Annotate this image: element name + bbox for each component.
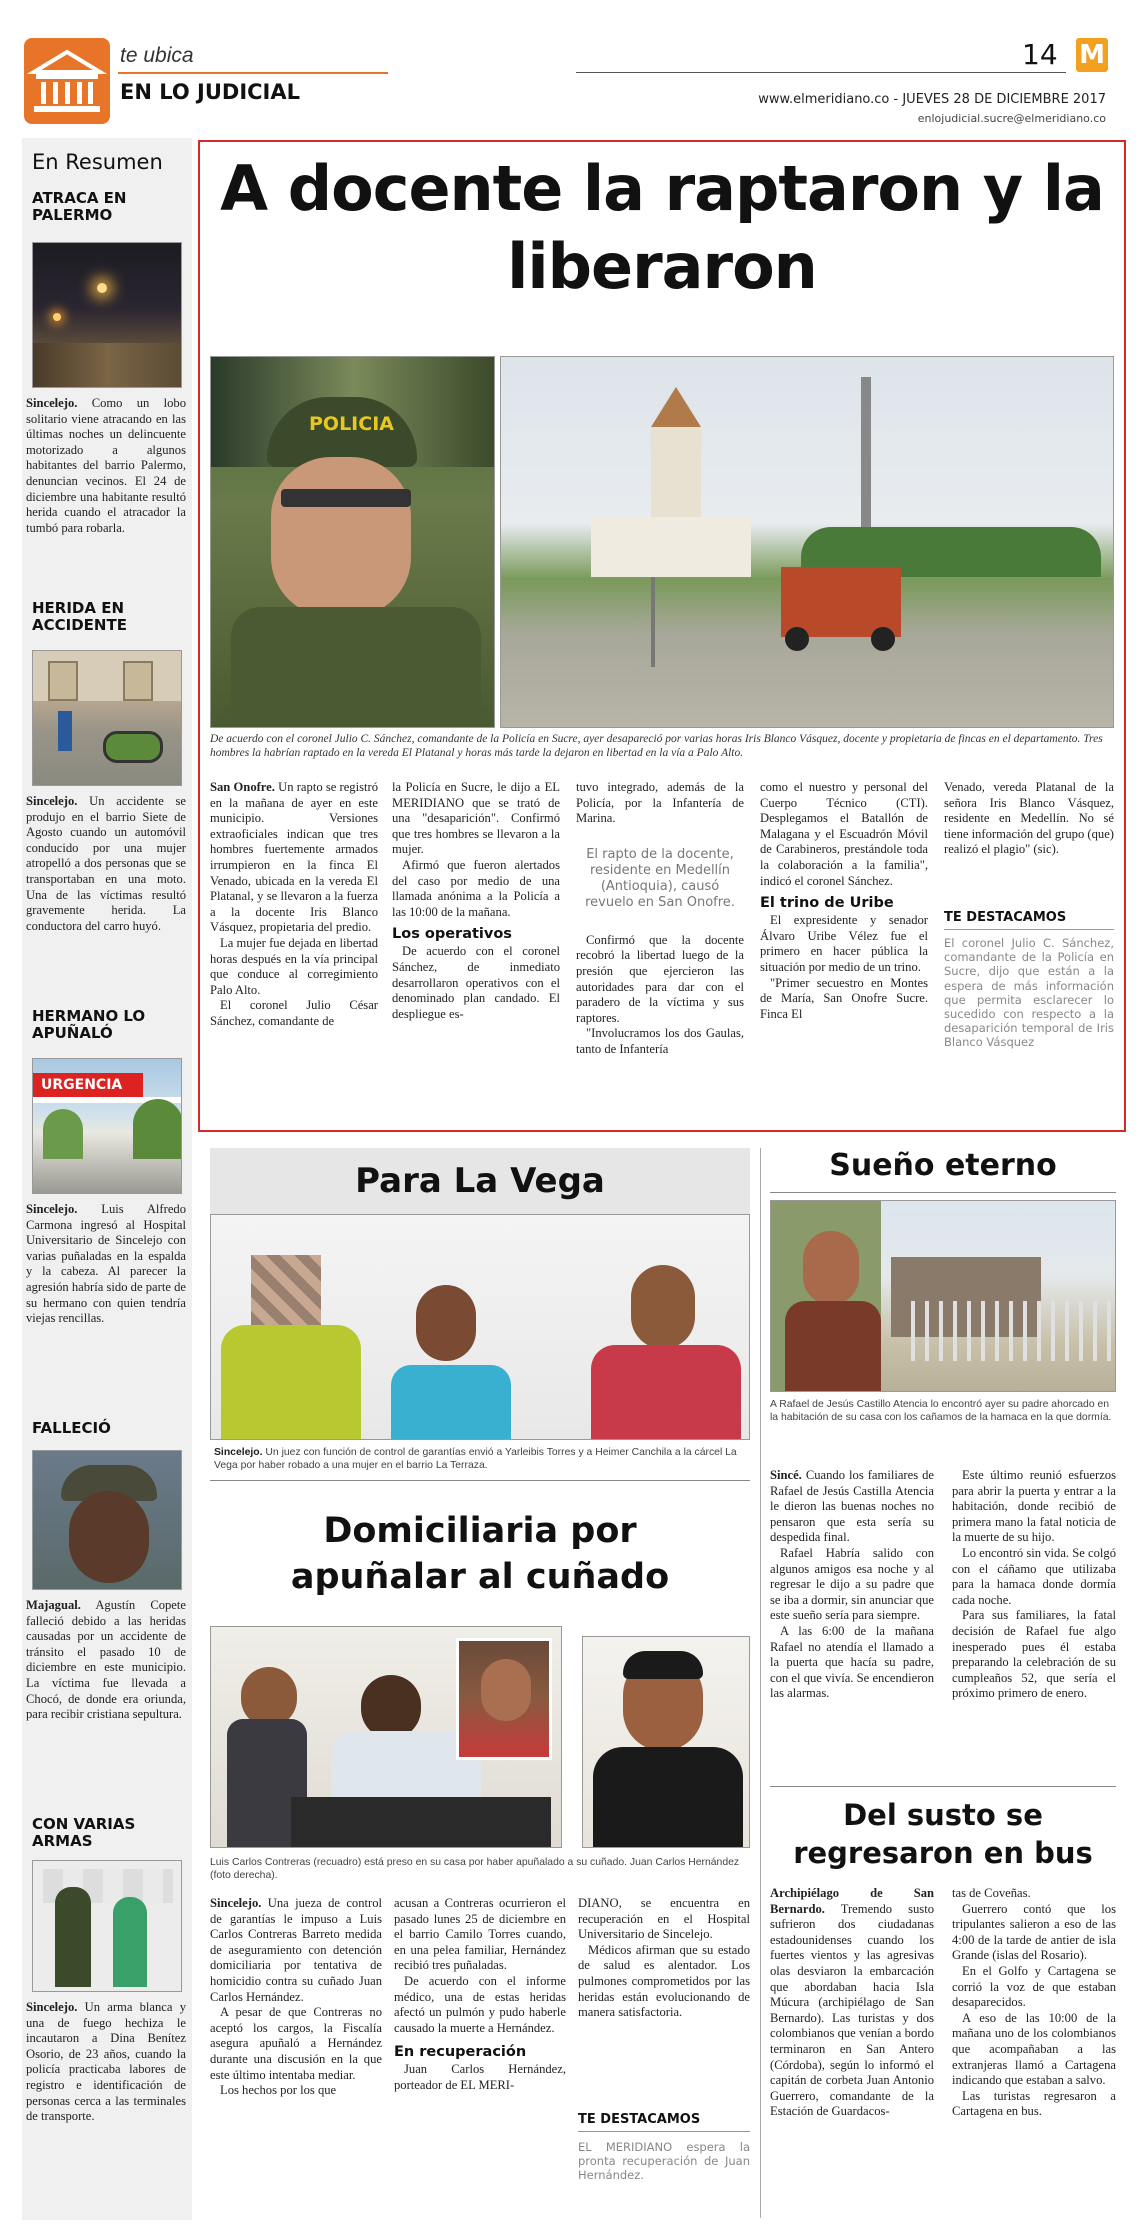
sidebar-heading: ATRACA EN PALERMO bbox=[32, 189, 127, 224]
vega-caption: Sincelejo. Un juez con función de control de garantías envió a Yarleibis Torres y a Heimer Canchila a la cárcel La Vega por haber robado a una mujer en el barrio La Terraza. bbox=[214, 1447, 737, 1471]
susto-col-2: tas de Coveñas. Guerrero contó que los tripulantes salieron a eso de las 4:00 de la tarde de antier de isla Grande (islas del Rosario). En el Golfo y Cartagena se corrió la voz de que estaban desaparecidos. A eso de las 10:00 de la mañana uno de los colombianos que acompañaban a las extranjeras llamó a Cartagena indicando que estaban a salvo. Las turistas regresaron a Cartagena en bus. bbox=[952, 1886, 1116, 2119]
sidebar-heading: FALLECIÓ bbox=[32, 1419, 111, 1437]
sidebar-photo-street bbox=[32, 242, 182, 388]
sidebar-title: En Resumen bbox=[32, 150, 163, 174]
main-col-2: la Policía en Sucre, le dijo a EL MERIDIANO que se trató de una "desaparición". Confirmó que tres hombres se llevaron a la mujer. Afirmó que fueron alertados del caso por medio de una llamada anónima a la Policía a las 10:00 de la mañana. Los operativos De acuerdo con el coronel Sánchez, de inmediato desarrollaron operativos con el denominado plan candado. El despliegue es- bbox=[392, 780, 560, 1021]
sidebar-photo-victim bbox=[32, 1450, 182, 1590]
cap-badge: POLICIA bbox=[309, 413, 394, 435]
sueno-headline: Sueño eterno bbox=[829, 1148, 1057, 1183]
main-col-4: como el nuestro y personal del Cuerpo Técnico (CTI). Desplegamos el Batallón de Malagana y el Escuadrón Móvil de Carabineros, prestándole toda la colaboración a la familia", indicó el coronel Sánchez. El trino de Uribe El expresidente y senador Álvaro Uribe Vélez fue el primero en hacer pública la situación por medio de un trino. "Primer secuestro en Montes de María, San Onofre Sucre. Finca El bbox=[760, 780, 928, 1021]
sueno-col-2: Este último reunió esfuerzos para abrir la puerta y entrar a la habitación, donde recibió de primera mano la fatal noticia de la muerte de su hijo. Lo encontró sin vida. Se colgó con el cáñamo que utilizaba para la hamaca donde dormía cada noche. Para sus familiares, la fatal decisión de Rafael fue algo inesperado pues él estaba preparando la celebración de su cumpleaños 52, que sería el próximo primero de enero. bbox=[952, 1468, 1116, 1701]
te-destacamos-label: TE DESTACAMOS bbox=[944, 910, 1114, 930]
domi-caption: Luis Carlos Contreras (recuadro) está preso en su casa por haber apuñalado a su cuñado. Juan Carlos Hernández (foto derecha). bbox=[210, 1857, 740, 1881]
subhead-operativos: Los operativos bbox=[392, 926, 512, 943]
section-name: EN LO JUDICIAL bbox=[120, 80, 300, 104]
contact-email[interactable]: enlojudicial.sucre@elmeridiano.co bbox=[917, 112, 1106, 125]
main-col-3: tuvo integrado, además de la Policía, por la Infantería de Marina. El rapto de la docente, residente en Medellín (Antioquia), causó revuelo en San Onofre. Confirmó que la docente recobró la libertad luego de la presión que ejercieron las autoridades para dar con el paradero de la víctima y sus raptores. "Involucramos los dos Gaulas, tanto de Infantería bbox=[576, 780, 744, 1056]
domi-col-2: acusan a Contreras ocurrieron el pasado lunes 25 de diciembre en el barrio Camilo Torres cuando, en una pelea familiar, Hernández recibió tres puñaladas. De acuerdo con el informe médico, una de estas heridas afectó un pulmón y pudo haberle causado la muerte a Hernández. En recuperación Juan Carlos Hernández, porteador de EL MERI- bbox=[394, 1896, 566, 2092]
main-col-5: Venado, vereda Platanal de la señora Iris Blanco Vásquez, residente en Medellín. No sé tiene información del grupo (que) realizó el plagio" (sic). TE DESTACAMOS El coronel Julio C. Sánchez, comandante de la Policía en Sucre, dijo que están a la espera de más información que permita esclarecer lo sucedido con respecto a la desaparición temporal de Iris Blanco Vásquez bbox=[944, 780, 1114, 1050]
sidebar-photo-accident bbox=[32, 650, 182, 786]
sidebar-item-text: Majagual. Agustín Copete falleció debido a las heridas causadas por un accidente de tránsito el pasado 10 de diciembre en este municipio. La víctima fue llevada a Chocó, de donde era oriunda, para recibir cristiana sepultura. bbox=[26, 1598, 186, 1722]
pull-quote: El rapto de la docente, residente en Medellín (Antioquia), causó revuelo en San Onofre. bbox=[585, 846, 735, 910]
sidebar-heading: CON VARIAS ARMAS bbox=[32, 1815, 136, 1850]
subhead-trino: El trino de Uribe bbox=[760, 895, 894, 912]
te-destacamos-text: EL MERIDIANO espera la pronta recuperación de Juan Hernández. bbox=[578, 2140, 750, 2183]
photo-colonel bbox=[210, 356, 495, 728]
photo-hernandez bbox=[582, 1636, 750, 1848]
sidebar-heading: HERIDA EN ACCIDENTE bbox=[32, 599, 127, 634]
sidebar-item-text: Sincelejo. Como un lobo solitario viene atracando en las últimas noches un delincuente motorizado a algunos habitantes del barrio Palermo, denuncian vecinos. El 24 de diciembre una habitante resultó herida cuando el atracador la tumbó para robarla. bbox=[26, 396, 186, 535]
domi-col-3: DIANO, se encuentra en recuperación en el Hospital Universitario de Sincelejo. Médicos afirman que su estado de salud es alentador. Los pulmones comprometidos por las heridas están evolucionando de manera satisfactoria. TE DESTACAMOS EL MERIDIANO espera la pronta recuperación de Juan Hernández. bbox=[578, 1896, 750, 2183]
kicker-rule bbox=[118, 72, 388, 74]
vega-headline: Para La Vega bbox=[210, 1148, 750, 1214]
divider bbox=[770, 1192, 1116, 1193]
domi-col-1: Sincelejo. Una jueza de control de garantías le impuso a Luis Carlos Contreras Barreto medida de aseguramiento con detención domiciliaria por tentativa de homicidio contra su cuñado Juan Carlos Hernández. A pesar de que Contreras no aceptó los cargos, la Fiscalía asegura apuñaló a Hernández durante una discusión en la que este último intentaba mediar. Los hechos por los que bbox=[210, 1896, 382, 2098]
section-logo bbox=[24, 38, 110, 124]
photo-vega-suspects bbox=[210, 1214, 750, 1440]
photo-inset-contreras bbox=[456, 1638, 552, 1760]
main-col-1: San Onofre. Un rapto se registró en la mañana de ayer en este municipio. Versiones extraoficiales indican que tres hombres fuertemente armados irrumpieron en la finca El Venado, ubicada en la vereda El Platanal, y se llevaron a la fuerza a la docente Iris Blanco Vásquez, propietaria del predio. La mujer fue dejada en libertad horas después en la vía principal que conduce al corregimiento Palo Alto. El coronel Julio César Sánchez, comandante de bbox=[210, 780, 378, 1028]
main-headline: A docente la raptaron y la liberaron bbox=[220, 152, 1104, 303]
divider bbox=[210, 1480, 750, 1481]
brand-logo: M bbox=[1076, 38, 1108, 72]
divider bbox=[770, 1786, 1116, 1787]
susto-headline: Del susto se regresaron en bus bbox=[793, 1798, 1093, 1870]
sidebar-photo-arrest bbox=[32, 1860, 182, 1992]
page-number: 14 bbox=[1022, 38, 1058, 71]
sidebar-item-text: Sincelejo. Luis Alfredo Carmona ingresó al Hospital Universitario de Sincelejo con varias puñaladas en la espalda y la cabeza. Al parecer la agresión habría sido de parte de su hermano con quien tendría viejas rencillas. bbox=[26, 1202, 186, 1326]
te-destacamos-label: TE DESTACAMOS bbox=[578, 2112, 750, 2132]
photo-town-square bbox=[500, 356, 1114, 728]
header-rule bbox=[576, 72, 1066, 73]
main-photo-caption: De acuerdo con el coronel Julio C. Sánchez, comandante de la Policía en Sucre, ayer desapareció por varias horas Iris Blanco Vásquez, docente y propietaria de fincas en el departamento. Tres hombres la habrían raptado en la vereda El Platanal y horas más tarde la dejaron en libertad en la vía a Palo Alto. bbox=[210, 733, 1103, 759]
domi-headline: Domiciliaria por apuñalar al cuñado bbox=[290, 1511, 670, 1597]
subhead-recuperacion: En recuperación bbox=[394, 2044, 527, 2061]
susto-col-1: Archipiélago de San Bernardo. Tremendo susto sufrieron dos ciudadanas estadounidenses cuando los fuertes vientos y las agresivas olas desviaron la embarcación que abordaban hacia Isla Múcura (archipiélago de San Bernardo). Las turistas y dos colombianos que venían a bordo terminaron en San Antero (Córdoba), según lo informó el capitán de corbeta Juan Antonio Guerrero, comandante de la Estación de Guardacos- bbox=[770, 1886, 934, 2119]
section-kicker: te ubica bbox=[120, 44, 194, 67]
sidebar bbox=[22, 138, 192, 2220]
sidebar-item-text: Sincelejo. Un accidente se produjo en el barrio Siete de Agosto cuando un automóvil conducido por una mujer atropelló a dos personas que se transportaban en una moto. Una de las víctimas resultó gravemente herida. La conductora del carro huyó. bbox=[26, 794, 186, 933]
site-date: www.elmeridiano.co - JUEVES 28 DE DICIEMBRE 2017 bbox=[758, 92, 1106, 107]
urgencia-sign: URGENCIA bbox=[33, 1073, 143, 1097]
sidebar-photo-hospital bbox=[32, 1058, 182, 1194]
te-destacamos-text: El coronel Julio C. Sánchez, comandante de la Policía en Sucre, dijo que están a la espera de más información que permita esclarecer lo sucedido con respecto a la desaparición temporal de Iris Blanco Vásquez bbox=[944, 936, 1114, 1050]
sueno-caption: A Rafael de Jesús Castillo Atencia lo encontró ayer su padre ahorcado en la habitación de su casa con los cañamos de la hamaca en la que dormía. bbox=[770, 1399, 1112, 1423]
sueno-col-1: Sincé. Cuando los familiares de Rafael de Jesús Castilla Atencia le dieron las buenas noches no pensaron que esta sería su despedida final. Rafael Habría salido con algunos amigos esa noche y al regresar le dijo a su padre que se iba a dormir, sin anunciar que este sueño sería para siempre. A las 6:00 de la mañana Rafael no atendía el llamado a la puerta que hacía su padre, con el que vivía. Se encendieron las alarmas. bbox=[770, 1468, 934, 1701]
sidebar-item-text: Sincelejo. Un arma blanca y una de fuego hechiza le incautaron a Dina Benítez Osorio, de 23 años, cuando la policía practicaba labores de registro e identificación de personas cerca a las terminales de transporte. bbox=[26, 2000, 186, 2124]
photo-sueno bbox=[770, 1200, 1116, 1392]
sidebar-heading: HERMANO LO APUÑALÓ bbox=[32, 1007, 146, 1042]
vertical-divider bbox=[760, 1148, 761, 2218]
courthouse-icon bbox=[24, 38, 110, 124]
